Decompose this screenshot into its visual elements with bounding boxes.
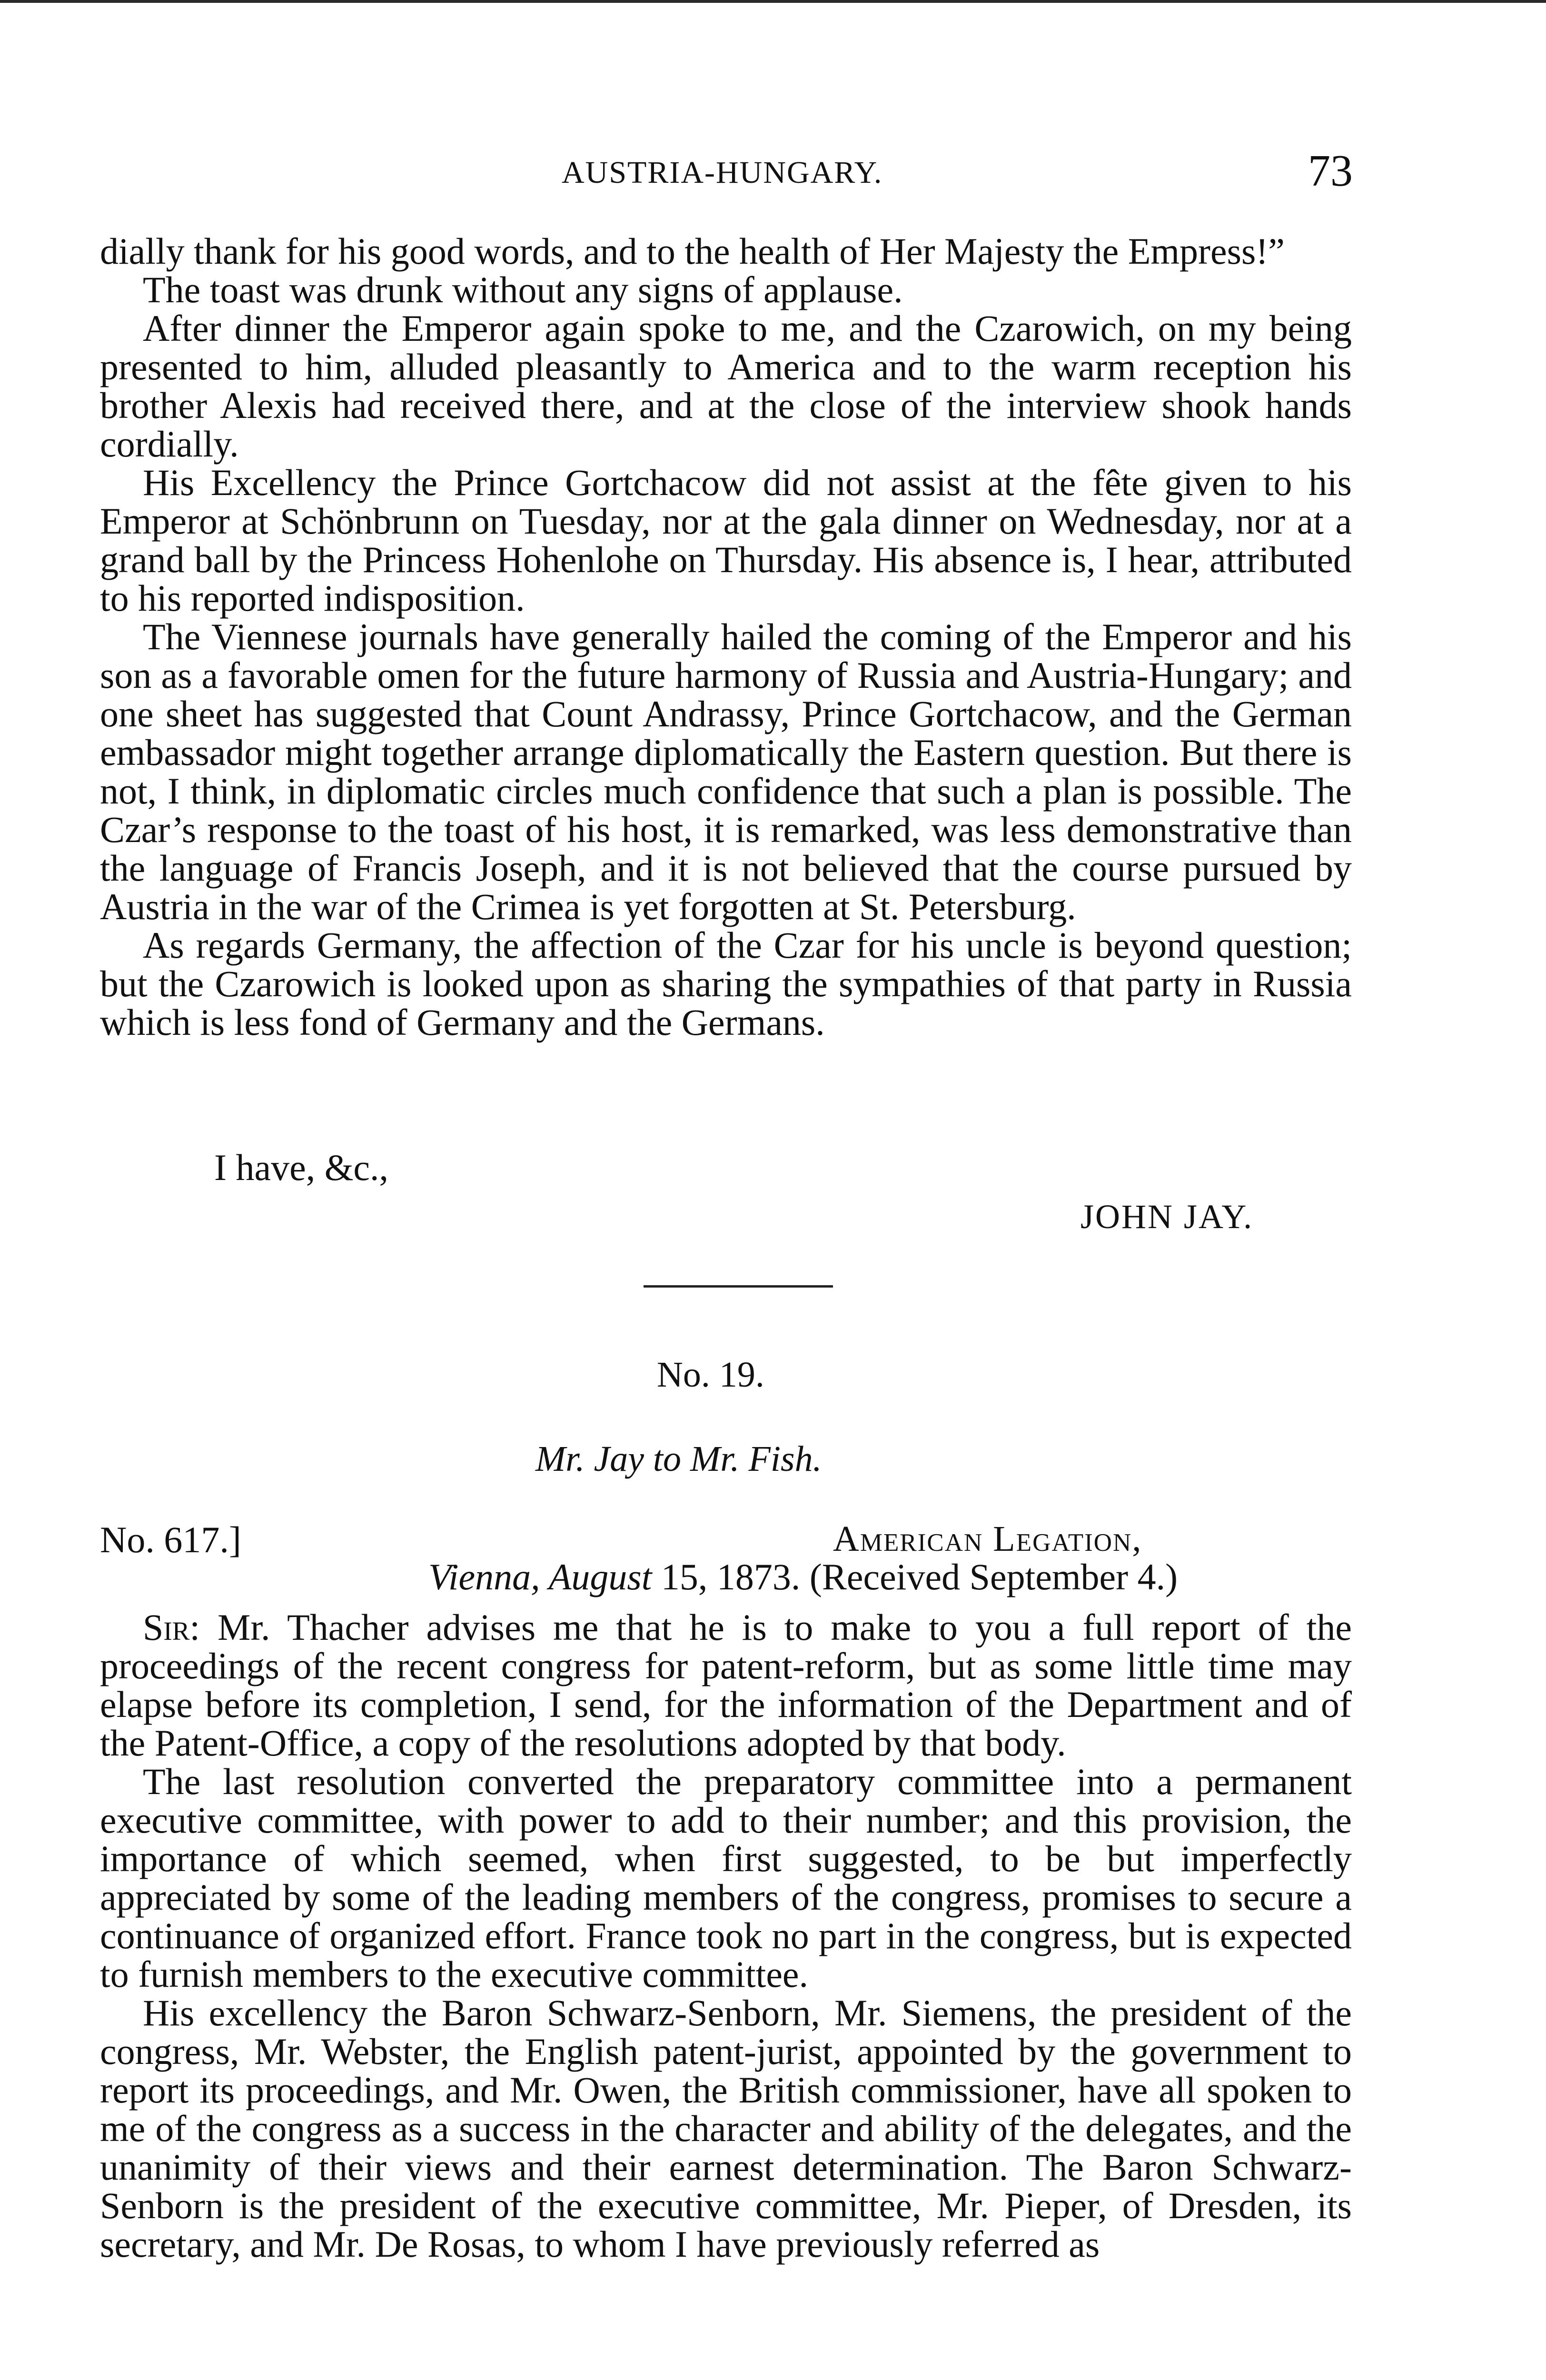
page-top-edge — [0, 0, 1546, 3]
salutation: Sir — [143, 1606, 190, 1648]
letter-signature: JOHN JAY. — [1080, 1198, 1254, 1236]
paragraph-continuation: dially thank for his good words, and to the health of Her Majesty the Empress!” — [100, 230, 1285, 272]
paragraph-schwarz-senborn: His excellency the Baron Schwarz-Senborn, Mr. Siemens, the president of the congress, Mr. Webster, the English patent-jurist, appointed by the government to report its proceedings, and Mr. Owen, the British commissioner, have all spoken to me of the congress as a success in the character and ability of the delegates, and the unanimity of their views and their earnest determination. The Baron Schwarz-Senborn is the president of the executive committee, Mr. Pieper, of Dresden, its secretary, and Mr. De Rosas, to whom I have previously referred as — [100, 1992, 1352, 2265]
paragraph-sir — [100, 1608, 1352, 1762]
section-divider — [644, 1285, 833, 1288]
continued-letter-body — [100, 232, 1352, 1041]
dateline-place-month: Vienna, August — [428, 1556, 652, 1597]
dateline-rest: 15, 1873. (Received September 4.) — [652, 1556, 1178, 1597]
dateline — [428, 1556, 1178, 1598]
document-number: No. 19. — [657, 1355, 764, 1395]
running-head: AUSTRIA-HUNGARY. — [562, 155, 883, 190]
document-heading: Mr. Jay to Mr. Fish. — [535, 1439, 822, 1479]
despatch-number: No. 617.] — [100, 1519, 241, 1560]
legation-name: American Legation, — [833, 1519, 1142, 1559]
paragraph-sir-text: : Mr. Thacher advises me that he is to make to you a full report of the proceedings of the recent congress for patent-reform, but as some little time may elapse before its completion, I send, for the information of the Department and of the Patent-Office, a copy of the resolutions adopted by that body. — [100, 1606, 1352, 1764]
paragraph-after-dinner: After dinner the Emperor again spoke to me, and the Czarowich, on my being presented to him, alluded pleasantly to America and to the warm reception his brother Alexis had received there, and at the close of the interview shook hands cordially. — [100, 307, 1352, 465]
paragraph-gortchacow: His Excellency the Prince Gortchacow did not assist at the fête given to his Emperor at Schönbrunn on Tuesday, nor at the gala dinner on Wednesday, nor at a grand ball by the Princess Hohenlohe on Thursday. His absence is, I hear, attributed to his reported indisposition. — [100, 462, 1352, 619]
page-number: 73 — [1308, 146, 1353, 196]
letter-closing: I have, &c., — [214, 1147, 389, 1188]
paragraph-germany: As regards Germany, the affection of the Czar for his uncle is beyond question; but the Czarowich is looked upon as sharing the sympathies of that party in Russia which is less fond of Germany and the Germans. — [100, 924, 1352, 1043]
paragraph-last-resolution: The last resolution converted the preparatory committee into a permanent executive committee, with power to add to their number; and this provision, the importance of which seemed, when first suggested, to be but imperfectly appreciated by some of the leading members of the congress, promises to secure a continuance of organized effort. France took no part in the congress, but is expected to furnish members to the executive committee. — [100, 1761, 1352, 1995]
paragraph-viennese-journals: The Viennese journals have generally hailed the coming of the Emperor and his son as a favorable omen for the future harmony of Russia and Austria-Hungary; and one sheet has suggested that Count Andrassy, Prince Gortchacow, and the German embassador might together arrange diplomatically the Eastern question. But there is not, I think, in diplomatic circles much confidence that such a plan is possible. The Czar’s response to the toast of his host, it is remarked, was less demonstrative than the language of Francis Joseph, and it is not believed that the course pursued by Austria in the war of the Crimea is yet forgotten at St. Petersburg. — [100, 616, 1352, 927]
new-letter-body — [100, 1608, 1352, 2263]
paragraph-toast: The toast was drunk without any signs of applause. — [143, 269, 903, 310]
